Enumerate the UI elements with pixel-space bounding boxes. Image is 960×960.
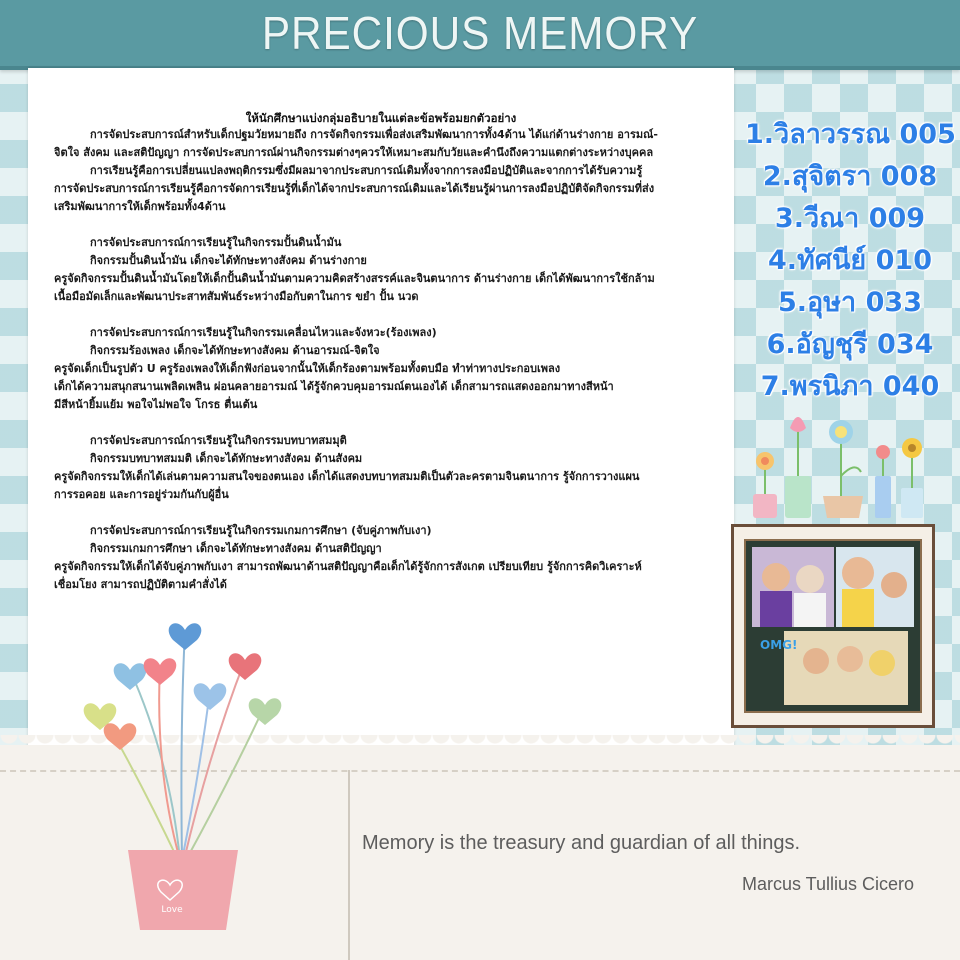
doc-line: เสริมพัฒนาการให้เด็กพร้อมทั้ง4ด้าน (54, 200, 226, 213)
member-item: 4.ทัศนีย์ 010 (767, 245, 933, 276)
doc-line: มีสีหน้ายิ้มแย้ม พอใจไม่พอใจ โกรธ ตื่นเต้น (54, 398, 258, 411)
doc-line: การจัดประสบการณ์การเรียนรู้ในกิจกรรมปั้นดินน้ำมัน (90, 236, 342, 249)
doc-line: ครูจัดกิจกรรมปั้นดินน้ำมันโดยให้เด็กปั้นดินน้ำมันตามความคิดสร้างสรรค์และจินตนาการ ด้านร่างกาย เด็กได้พัฒนาการใช้กล้าม (54, 272, 655, 285)
doc-line: จิตใจ สังคม และสติปัญญา การจัดประสบการณ์ผ่านกิจกรรมต่างๆควรให้เหมาะสมกับวัยและคำนึงถึงความแตกต่างระหว่างบุคคล (54, 146, 654, 159)
document-heading: ให้นักศึกษาแบ่งกลุ่มอธิบายในแต่ละข้อพร้อมยกตัวอย่าง (245, 111, 517, 125)
doc-line: ครูจัดเด็กเป็นรูปตัว U ครูร้องเพลงให้เด็กฟังก่อนจากนั้นให้เด็กร้องตามพร้อมทั้งตบมือ ทำท่าทางประกอบเพลง (54, 362, 561, 375)
member-item: 2.สุจิตรา 008 (762, 161, 938, 192)
member-item: 7.พรนิภา 040 (760, 371, 940, 402)
doc-line: การจัดประสบการณ์การเรียนรู้ในกิจกรรมเกมการศึกษา (จับคู่ภาพกับเงา) (90, 524, 432, 537)
doc-line: เชื่อมโยง สามารถปฏิบัติตามคำสั่งได้ (54, 578, 227, 591)
quote-author: Marcus Tullius Cicero (741, 874, 914, 894)
doc-line: เนื้อมือมัดเล็กและพัฒนาประสาทสัมพันธ์ระหว่างมือกับตาในการ ขยำ ปั้น นวด (54, 290, 419, 303)
doc-line: ครูจัดกิจกรรมให้เด็กได้เล่นตามความสนใจของตนเอง เด็กได้แสดงบทบาทสมมติเป็นตัวละครตามจินตนาการ รู้จักการวางแผน (54, 470, 640, 483)
doc-line: กิจกรรมร้องเพลง เด็กจะได้ทักษะทางสังคม ด้านอารมณ์-จิตใจ (90, 344, 380, 357)
doc-line: การจัดประสบการณ์การเรียนรู้คือการจัดการเรียนรู้ที่เด็กได้จากประสบการณ์เดิมและได้เรียนรู้ผ่านการลงมือปฏิบัติจัดกิจกรรมที่ส่ง (54, 182, 655, 195)
chalkboard-collage (744, 539, 922, 713)
doc-line: การจัดประสบการณ์การเรียนรู้ในกิจกรรมบทบาทสมมุติ (90, 434, 347, 447)
doc-line: การรอคอย และการอยู่ร่วมกันกับผู้อื่น (54, 488, 229, 501)
panel-divider (348, 770, 350, 960)
pot-label: Love (161, 905, 183, 915)
doc-line: การจัดประสบการณ์การเรียนรู้ในกิจกรรมเคลื่อนไหวและจังหวะ(ร้องเพลง) (90, 326, 437, 339)
document-body (54, 126, 726, 594)
photo-collage (746, 541, 920, 711)
group-photo-frame (731, 524, 935, 728)
doc-line: กิจกรรมบทบาทสมมติ เด็กจะได้ทักษะทางสังคม ด้านสังคม (90, 452, 363, 465)
page-title: PRECIOUS MEMORY (261, 7, 699, 59)
doc-line: เด็กได้ความสนุกสนานเพลิดเพลิน ผ่อนคลายอารมณ์ ได้รู้จักควบคุมอารมณ์ตนเองได้ เด็กสามารถแสดงออกมาทางสีหน้า (54, 380, 614, 393)
heart-flowers-pot-illustration (60, 610, 300, 950)
quote-text: Memory is the treasury and guardian of all things. (362, 832, 800, 854)
member-item: 3.วีณา 009 (774, 203, 926, 234)
doc-line: การจัดประสบการณ์สำหรับเด็กปฐมวัยหมายถึง การจัดกิจกรรมเพื่อส่งเสริมพัฒนาการทั้ง4ด้าน ได้แก่ด้านร่างกาย อารมณ์- (90, 128, 658, 141)
doc-line: การเรียนรู้คือการเปลี่ยนแปลงพฤติกรรมซึ่งมีผลมาจากประสบการณ์เดิมทั้งจากการลงมือปฏิบัติและจากการได้รับความรู้ (90, 164, 643, 177)
doc-line: ครูจัดกิจกรรมให้เด็กได้จับคู่ภาพกับเงา สามารถพัฒนาด้านสติปัญญาคือเด็กได้รู้จักการสังเกต เปรียบเทียบ รู้จักการคิดวิเคราะห์ (54, 560, 642, 573)
member-item: 5.อุษา 033 (778, 287, 922, 318)
member-item: 6.อัญชุรี 034 (766, 329, 934, 360)
omg-sticker: OMG! (760, 638, 798, 652)
flower-pots-illustration (745, 406, 935, 521)
doc-line: กิจกรรมเกมการศึกษา เด็กจะได้ทักษะทางสังคม ด้านสติปัญญา (90, 542, 382, 555)
header-banner (0, 0, 960, 70)
member-list (745, 114, 955, 408)
doc-line: กิจกรรมปั้นดินน้ำมัน เด็กจะได้ทักษะทางสังคม ด้านร่างกาย (90, 254, 367, 267)
member-item: 1.วิลาวรรณ 005 (745, 119, 956, 150)
